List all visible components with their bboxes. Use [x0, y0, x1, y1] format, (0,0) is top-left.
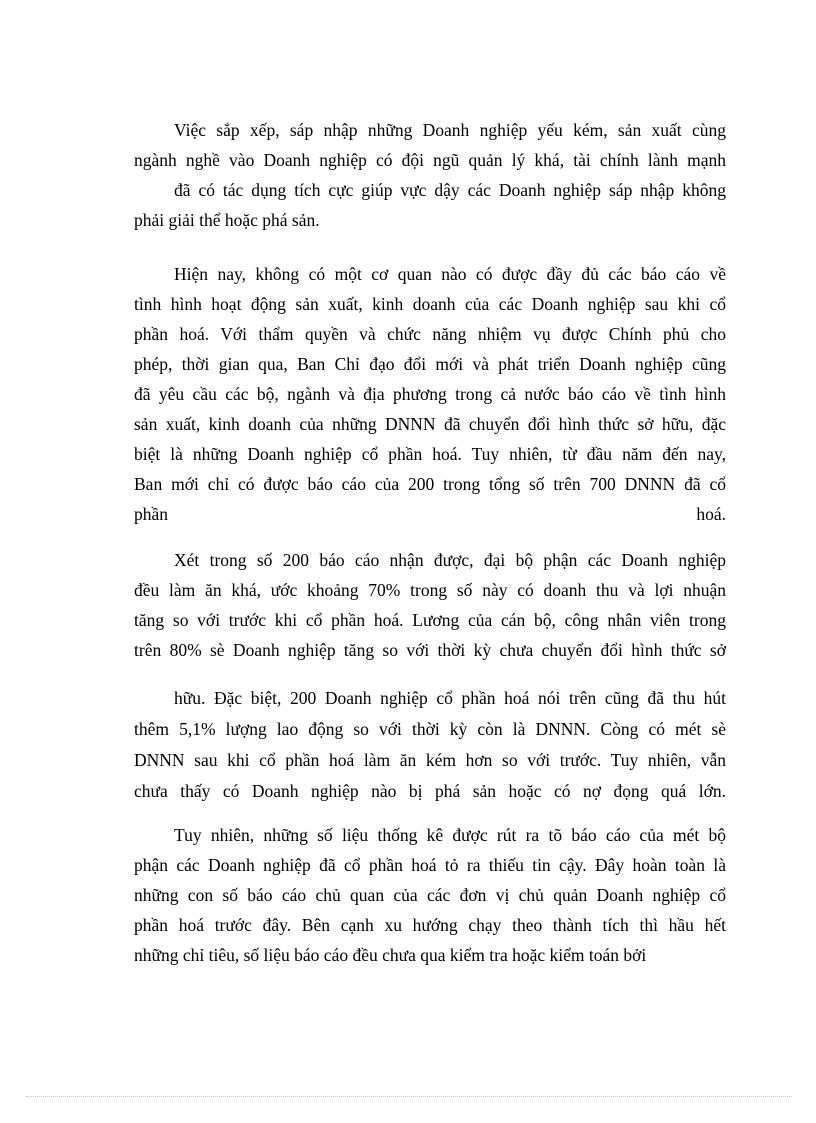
- paragraph-4-line-3: DNNN sau khi cổ phần hoá làm ăn kém hơn so với trước. Tuy nhiên, vẫn: [134, 750, 726, 770]
- paragraph-1-line-1: Việc sắp xếp, sáp nhập những Doanh nghiệp yếu kém, sản xuất cùng: [174, 120, 726, 140]
- paragraph-4-line-1: hữu. Đặc biệt, 200 Doanh nghiệp cổ phần hoá nói trên cũng đã thu hút: [174, 688, 726, 708]
- paragraph-5-line-5: những chỉ tiêu, số liệu báo cáo đều chưa qua kiểm tra hoặc kiểm toán bởi: [134, 945, 647, 965]
- paragraph-3-line-2: đều làm ăn khá, ước khoảng 70% trong số này có doanh thu và lợi nhuận: [134, 580, 726, 600]
- paragraph-1-line-2: ngành nghề vào Doanh nghiệp có đội ngũ quản lý khá, tài chính lành mạnh: [134, 150, 726, 170]
- paragraph-2-line-9-start: phần: [134, 504, 169, 524]
- page-bottom-dotted-rule: [26, 1096, 792, 1097]
- paragraph-4-line-2: thêm 5,1% lượng lao động so với thời kỳ còn là DNNN. Còng có mét sè: [134, 719, 726, 739]
- paragraph-3-line-4: trên 80% sè Doanh nghiệp tăng so với thời kỳ chưa chuyển đổi hình thức sở: [134, 640, 726, 660]
- paragraph-2-line-5: đã yêu cầu các bộ, ngành và địa phương trong cả nước báo cáo về tình hình: [134, 384, 726, 404]
- paragraph-2-line-8: Ban mới chỉ có được báo cáo của 200 trong tổng số trên 700 DNNN đã cổ: [134, 474, 726, 494]
- paragraph-2-line-4: phép, thời gian qua, Ban Chỉ đạo đổi mới và phát triển Doanh nghiệp cũng: [134, 354, 726, 374]
- paragraph-5-line-4: phần hoá trước đây. Bên cạnh xu hướng chạy theo thành tích thì hầu hết: [134, 915, 726, 935]
- paragraph-1-line-4: phải giải thể hoặc phá sản.: [134, 210, 320, 230]
- paragraph-5-line-2: phận các Doanh nghiệp đã cổ phần hoá tỏ ra thiếu tin cậy. Đây hoàn toàn là: [134, 855, 726, 875]
- paragraph-5-line-3: những con số báo cáo chủ quan của các đơn vị chủ quản Doanh nghiệp cổ: [134, 885, 726, 905]
- paragraph-3-line-1: Xét trong số 200 báo cáo nhận được, đại bộ phận các Doanh nghiệp: [174, 550, 726, 570]
- paragraph-2-line-7: biệt là những Doanh nghiệp cổ phần hoá. Tuy nhiên, từ đầu năm đến nay,: [134, 444, 726, 464]
- paragraph-2-line-3: phần hoá. Với thẩm quyền và chức năng nhiệm vụ được Chính phủ cho: [134, 324, 726, 344]
- paragraph-2-line-2: tình hình hoạt động sản xuất, kinh doanh của các Doanh nghiệp sau khi cổ: [134, 294, 726, 314]
- paragraph-2-line-1: Hiện nay, không có một cơ quan nào có được đầy đủ các báo cáo về: [174, 264, 726, 284]
- paragraph-2-line-6: sản xuất, kinh doanh của những DNNN đã chuyển đổi hình thức sở hữu, đặc: [134, 414, 726, 434]
- paragraph-4-line-4: chưa thấy có Doanh nghiệp nào bị phá sản hoặc có nợ đọng quá lớn.: [134, 781, 726, 801]
- paragraph-3-line-3: tăng so với trước khi cổ phần hoá. Lương của cán bộ, công nhân viên trong: [134, 610, 726, 630]
- paragraph-1-line-3: đã có tác dụng tích cực giúp vực dậy các Doanh nghiệp sáp nhập không: [174, 180, 726, 200]
- paragraph-2-line-9-end: hoá.: [696, 504, 726, 524]
- paragraph-5-line-1: Tuy nhiên, những số liệu thống kê được rút ra tõ báo cáo của mét bộ: [174, 825, 726, 845]
